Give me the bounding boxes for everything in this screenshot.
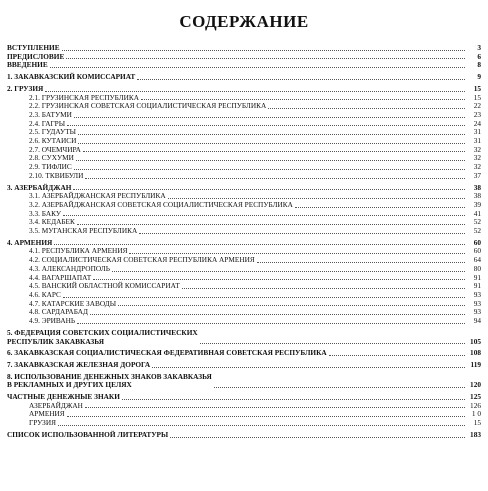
toc-entry-title: АЗЕРБАЙДЖАН bbox=[29, 400, 83, 410]
toc-page-number: 38 bbox=[473, 191, 481, 201]
toc-dot-leader bbox=[141, 99, 465, 100]
toc-page-number: 6 bbox=[477, 51, 481, 61]
toc-page-number: 1 0 bbox=[471, 409, 481, 419]
toc-page-number: 15 bbox=[473, 418, 481, 428]
toc-page-number: 3 bbox=[477, 43, 481, 52]
toc-entry bbox=[7, 201, 481, 210]
toc-page-number: 93 bbox=[473, 298, 481, 308]
toc-dot-leader bbox=[268, 108, 465, 109]
toc-entry-title: 2.2. ГРУЗИНСКАЯ СОВЕТСКАЯ СОЦИАЛИСТИЧЕСКАЯ РЕСПУБЛИКА bbox=[29, 101, 267, 111]
toc-entry-title-line: РЕСПУБЛИК ЗАКАВКАЗЬЯ bbox=[7, 336, 104, 346]
toc-entry bbox=[7, 128, 481, 137]
toc-page-number: 64 bbox=[473, 255, 481, 265]
toc-page-number: 94 bbox=[473, 316, 481, 326]
toc-entry bbox=[7, 172, 481, 181]
toc-entry bbox=[7, 410, 481, 419]
toc-dot-leader bbox=[118, 305, 465, 306]
toc-page-number: 80 bbox=[473, 263, 481, 273]
toc-entry-title: 7. ЗАКАВКАЗСКАЯ ЖЕЛЕЗНАЯ ДОРОГА bbox=[7, 359, 151, 369]
toc-entry-title: 3.2. АЗЕРБАЙДЖАНСКАЯ СОВЕТСКАЯ СОЦИАЛИСТИЧЕСКАЯ РЕСПУБЛИКА bbox=[29, 199, 293, 209]
toc-page-number: 60 bbox=[473, 237, 481, 247]
toc-entry-title: АРМЕНИЯ bbox=[29, 409, 65, 419]
toc-entry bbox=[7, 349, 481, 358]
toc-dot-leader bbox=[45, 91, 465, 92]
toc-entry bbox=[7, 111, 481, 120]
toc-page-number: 15 bbox=[473, 83, 481, 93]
toc-entry bbox=[7, 329, 481, 346]
toc-page-number: 119 bbox=[470, 359, 481, 369]
toc-dot-leader bbox=[329, 355, 465, 356]
toc-dot-leader bbox=[54, 244, 465, 245]
toc-page-number: 41 bbox=[473, 208, 481, 218]
toc-dot-leader bbox=[78, 143, 465, 144]
page-title: СОДЕРЖАНИЕ bbox=[179, 12, 309, 31]
toc-entry-title: 3.3. БАКУ bbox=[29, 208, 62, 218]
toc-page-number: 105 bbox=[470, 336, 481, 346]
toc-page-number: 120 bbox=[470, 380, 481, 390]
toc-entry-title: 2.8. СУХУМИ bbox=[29, 153, 74, 163]
toc-dot-leader bbox=[182, 288, 465, 289]
toc-entry bbox=[7, 431, 481, 440]
toc-entry bbox=[7, 102, 481, 111]
toc-entry bbox=[7, 120, 481, 129]
toc-page-number: 32 bbox=[473, 153, 481, 163]
toc-page-number: 24 bbox=[473, 118, 481, 128]
toc-entry-title-line: 5. ФЕДЕРАЦИЯ СОВЕТСКИХ СОЦИАЛИСТИЧЕСКИХ bbox=[7, 327, 198, 337]
toc-page-number: 15 bbox=[473, 92, 481, 102]
toc-page-number: 108 bbox=[470, 348, 481, 358]
toc-entry-title: 3.4. КЕДАБЕК bbox=[29, 217, 75, 227]
toc-dot-leader bbox=[67, 125, 465, 126]
toc-page-number: 183 bbox=[470, 429, 481, 439]
toc-page-number: 32 bbox=[473, 162, 481, 172]
table-of-contents bbox=[7, 44, 481, 440]
toc-entry bbox=[7, 419, 481, 428]
toc-entry-title: 2.6. КУТАИСИ bbox=[29, 136, 77, 146]
toc-page-number: 52 bbox=[473, 217, 481, 227]
toc-dot-leader bbox=[139, 233, 465, 234]
toc-dot-leader bbox=[83, 151, 465, 152]
toc-entry bbox=[7, 53, 481, 62]
toc-entry-title: 4.2. СОЦИАЛИСТИЧЕСКАЯ СОВЕТСКАЯ РЕСПУБЛИКА АРМЕНИЯ bbox=[29, 255, 255, 265]
toc-dot-leader bbox=[67, 416, 465, 417]
toc-entry-title: 4. АРМЕНИЯ bbox=[7, 237, 53, 247]
toc-dot-leader bbox=[93, 279, 465, 280]
toc-entry-title: ГРУЗИЯ bbox=[29, 418, 56, 428]
toc-page-number: 39 bbox=[473, 199, 481, 209]
toc-entry-title: 3.5. МУГАНСКАЯ РЕСПУБЛИКА bbox=[29, 226, 138, 236]
toc-dot-leader bbox=[112, 271, 465, 272]
toc-entry-title: 4.1. РЕСПУБЛИКА АРМЕНИЯ bbox=[29, 246, 128, 256]
toc-entry bbox=[7, 210, 481, 219]
toc-dot-leader bbox=[74, 117, 465, 118]
toc-entry-title: 2.1. ГРУЗИНСКАЯ РЕСПУБЛИКА bbox=[29, 92, 140, 102]
toc-dot-leader bbox=[90, 314, 465, 315]
toc-entry bbox=[7, 154, 481, 163]
toc-dot-leader bbox=[66, 58, 465, 59]
toc-page-number: 125 bbox=[470, 392, 481, 402]
toc-dot-leader bbox=[77, 323, 465, 324]
toc-entry bbox=[7, 146, 481, 155]
toc-entry bbox=[7, 61, 481, 70]
toc-dot-leader bbox=[85, 407, 465, 408]
toc-page-number: 60 bbox=[473, 246, 481, 256]
toc-entry bbox=[7, 308, 481, 317]
toc-page-number: 126 bbox=[470, 400, 481, 410]
toc-dot-leader bbox=[170, 437, 465, 438]
toc-dot-leader bbox=[63, 297, 465, 298]
toc-dot-leader bbox=[58, 425, 465, 426]
toc-entry-title: ПРЕДИСЛОВИЕ bbox=[7, 51, 65, 61]
toc-entry bbox=[7, 73, 481, 82]
toc-page-number: 52 bbox=[473, 226, 481, 236]
toc-entry-title: 4.6. КАРС bbox=[29, 289, 61, 299]
toc-entry-title: 4.8. САРДАРАБАД bbox=[29, 307, 89, 317]
toc-page-number: 91 bbox=[473, 281, 481, 291]
toc-page-number: 91 bbox=[473, 272, 481, 282]
toc-entry-title: 4.7. КАТАРСКИЕ ЗАВОДЫ bbox=[29, 298, 117, 308]
toc-page-number: 31 bbox=[473, 136, 481, 146]
toc-entry-title: 4.3. АЛЕКСАНДРОПОЛЬ bbox=[29, 263, 110, 273]
toc-entry bbox=[7, 402, 481, 411]
toc-entry bbox=[7, 361, 481, 370]
toc-dot-leader bbox=[73, 189, 465, 190]
toc-dot-leader bbox=[85, 178, 465, 179]
toc-entry-title: 2.4. ГАГРЫ bbox=[29, 118, 66, 128]
toc-dot-leader bbox=[214, 387, 465, 388]
toc-dot-leader bbox=[122, 399, 465, 400]
toc-entry-title: 4.5. ВАНСКИЙ ОБЛАСТНОЙ КОМИССАРИАТ bbox=[29, 281, 180, 291]
toc-entry-title: ВВЕДЕНИЕ bbox=[7, 60, 48, 70]
toc-entry-title: 3.1. АЗЕРБАЙДЖАНСКАЯ РЕСПУБЛИКА bbox=[29, 191, 166, 201]
toc-entry-title bbox=[7, 329, 198, 346]
toc-entry-title-line: В РЕКЛАМНЫХ И ДРУГИХ ЦЕЛЯХ bbox=[7, 380, 132, 390]
toc-dot-leader bbox=[257, 262, 465, 263]
toc-entry bbox=[7, 282, 481, 291]
toc-page-number: 93 bbox=[473, 307, 481, 317]
toc-entry-title: 2. ГРУЗИЯ bbox=[7, 83, 44, 93]
toc-entry bbox=[7, 44, 481, 53]
toc-dot-leader bbox=[137, 79, 465, 80]
toc-dot-leader bbox=[76, 160, 465, 161]
toc-entry-title: 1. ЗАКАВКАЗСКИЙ КОМИССАРИАТ bbox=[7, 72, 136, 82]
toc-dot-leader bbox=[63, 215, 465, 216]
toc-page-number: 32 bbox=[473, 144, 481, 154]
toc-page-number: 31 bbox=[473, 127, 481, 137]
toc-entry-title: 4.4. ВАГАРШАПАТ bbox=[29, 272, 92, 282]
toc-page-number: 22 bbox=[473, 101, 481, 111]
toc-entry-title: 3. АЗЕРБАЙДЖАН bbox=[7, 182, 72, 192]
toc-page-number: 37 bbox=[473, 170, 481, 180]
toc-page-number: 38 bbox=[473, 182, 481, 192]
toc-entry-title: 2.5. ГУДАУТЫ bbox=[29, 127, 77, 137]
toc-entry-title: 2.10. ТКВИБУЛИ bbox=[29, 170, 84, 180]
toc-entry bbox=[7, 317, 481, 326]
toc-dot-leader bbox=[50, 67, 465, 68]
toc-entry-title-line: 8. ИСПОЛЬЗОВАНИЕ ДЕНЕЖНЫХ ЗНАКОВ ЗАКАВКАЗЬЯ bbox=[7, 371, 212, 381]
toc-entry-title: 2.7. ОЧЕМЧИРА bbox=[29, 144, 81, 154]
toc-entry-title: СПИСОК ИСПОЛЬЗОВАННОЙ ЛИТЕРАТУРЫ bbox=[7, 429, 169, 439]
toc-page-number: 8 bbox=[477, 60, 481, 70]
toc-dot-leader bbox=[62, 50, 465, 51]
toc-entry-title: 4.9. ЭРИВАНЬ bbox=[29, 316, 76, 326]
toc-dot-leader bbox=[200, 343, 465, 344]
toc-page-number: 9 bbox=[477, 72, 481, 82]
toc-dot-leader bbox=[74, 169, 465, 170]
toc-entry-title: 6. ЗАКАВКАЗСКАЯ СОЦИАЛИСТИЧЕСКАЯ ФЕДЕРАТИВНАЯ СОВЕТСКАЯ РЕСПУБЛИКА bbox=[7, 348, 327, 358]
toc-entry-title: ЧАСТНЫЕ ДЕНЕЖНЫЕ ЗНАКИ bbox=[7, 392, 120, 402]
toc-entry bbox=[7, 373, 481, 390]
toc-page-number: 23 bbox=[473, 109, 481, 119]
toc-dot-leader bbox=[78, 134, 465, 135]
toc-dot-leader bbox=[77, 224, 465, 225]
toc-page-number: 93 bbox=[473, 289, 481, 299]
toc-entry-title: 2.9. ТИФЛИС bbox=[29, 162, 72, 172]
toc-entry-title bbox=[7, 373, 212, 390]
toc-entry-title: 2.3. БАТУМИ bbox=[29, 109, 72, 119]
toc-entry-title: ВСТУПЛЕНИЕ bbox=[7, 43, 60, 52]
toc-dot-leader bbox=[295, 207, 465, 208]
toc-dot-leader bbox=[168, 198, 465, 199]
toc-dot-leader bbox=[152, 367, 465, 368]
toc-dot-leader bbox=[129, 253, 465, 254]
toc-entry bbox=[7, 227, 481, 236]
